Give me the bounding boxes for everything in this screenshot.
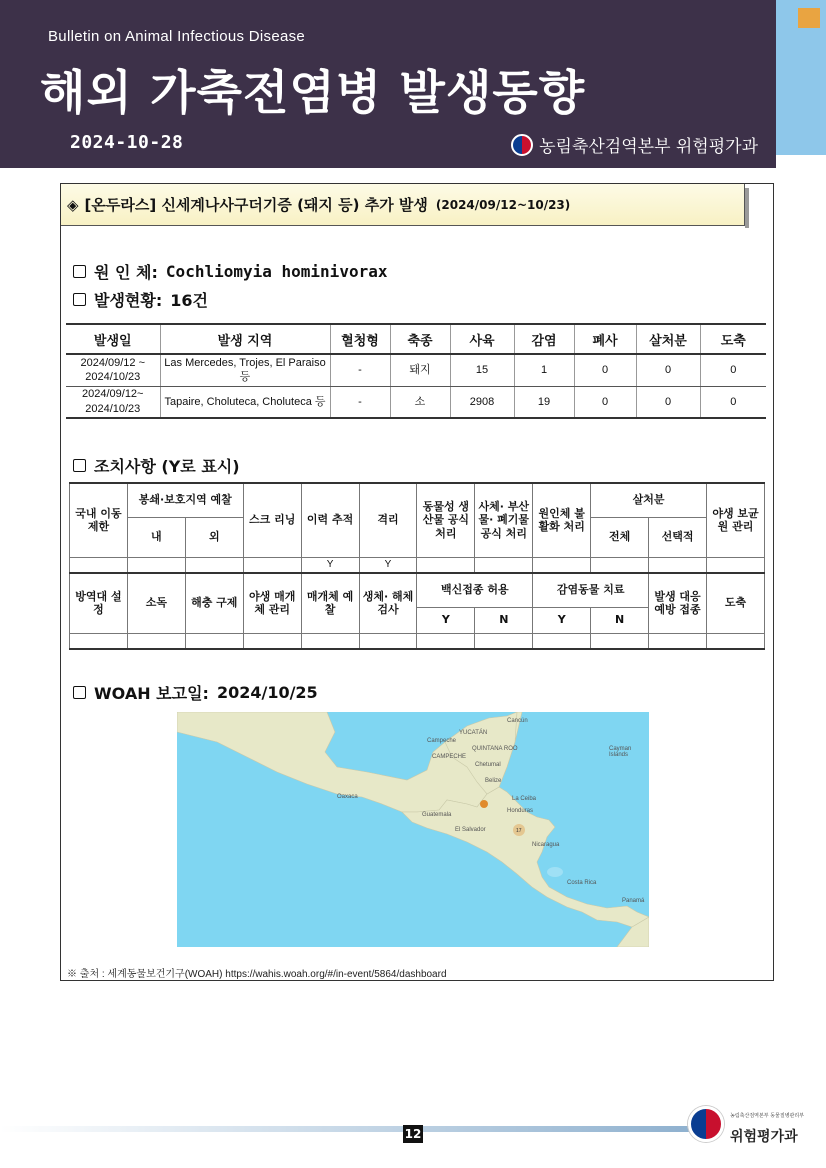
government-logo-icon [511, 134, 533, 156]
measure-header: 봉쇄·보호지역 예찰 [127, 483, 243, 517]
measure-value [649, 633, 707, 649]
map-svg [177, 712, 649, 947]
table-row [66, 354, 766, 386]
section-title: [온두라스] 신세계나사구더기증 (돼지 등) 추가 발생 [84, 196, 428, 214]
measure-value [649, 557, 707, 573]
measure-value [417, 633, 475, 649]
checkbox-square-icon [73, 293, 86, 306]
measure-header: 생체· 해체 검사 [359, 573, 417, 633]
map-label: Cayman Islands [609, 746, 632, 758]
table-header-row [66, 324, 766, 354]
measure-subheader: Y [417, 607, 475, 633]
col-header: 발생일 [66, 324, 160, 354]
measure-header: 사체· 부산물· 폐기물 공식 처리 [475, 483, 533, 557]
map-label: Guatemala [422, 812, 452, 818]
measure-value [475, 557, 533, 573]
table-cell: 15 [450, 354, 514, 386]
woah-label: WOAH 보고일: [94, 684, 209, 703]
measure-subheader: 외 [185, 517, 243, 557]
outbreak-value: 16건 [170, 291, 208, 310]
map-label: Panamá [622, 898, 645, 904]
measure-value [359, 633, 417, 649]
source-note: ※ 출처 : 세계동물보건기구(WOAH) https://wahis.woah.org/#/in-event/5864/dashboard [67, 969, 447, 980]
page-number: 12 [404, 1127, 422, 1141]
table-cell: Las Mercedes, Trojes, El Paraiso 등 [160, 354, 330, 386]
measure-header: 이력 추적 [301, 483, 359, 557]
table-cell: 1 [514, 354, 574, 386]
map-label: QUINTANA ROO [472, 746, 518, 752]
measures-table [69, 482, 765, 650]
table-cell: 소 [390, 386, 450, 418]
table-cell: 0 [700, 386, 766, 418]
table-cell: - [330, 354, 390, 386]
map-label: Chetumal [475, 762, 501, 768]
table-cell: 0 [574, 386, 636, 418]
measure-subheader: Y [533, 607, 591, 633]
footer-line [0, 1126, 690, 1132]
measure-value: Y [359, 557, 417, 573]
measure-value [475, 633, 533, 649]
section-title-bar [61, 184, 745, 226]
accent-square [798, 8, 820, 28]
measure-header: 살처분 [591, 483, 707, 517]
measures-header-row [70, 483, 765, 517]
outbreak-count-line [73, 288, 208, 311]
col-header: 혈청형 [330, 324, 390, 354]
map-label: Nicaragua [532, 842, 560, 848]
measure-value [591, 557, 649, 573]
measure-value [127, 633, 185, 649]
map-cluster-count: 17 [516, 828, 522, 834]
measure-header: 도축 [706, 573, 764, 633]
table-cell: Tapaire, Choluteca, Choluteca 등 [160, 386, 330, 418]
table-cell: 돼지 [390, 354, 450, 386]
table-cell: 19 [514, 386, 574, 418]
header-accent [776, 0, 826, 155]
table-cell: 2908 [450, 386, 514, 418]
checkbox-square-icon [73, 686, 86, 699]
table-cell: 0 [700, 354, 766, 386]
measure-header: 소독 [127, 573, 185, 633]
col-header: 살처분 [636, 324, 700, 354]
map-label: La Ceiba [512, 796, 537, 802]
measure-value [706, 633, 764, 649]
measures-header-row-2 [70, 573, 765, 607]
footer-org: 위험평가과 [730, 1129, 798, 1145]
map-label: Costa Rica [567, 880, 597, 886]
map-label: El Salvador [455, 827, 486, 833]
section-date-range: (2024/09/12~10/23) [435, 197, 571, 212]
measure-value [185, 557, 243, 573]
header-org-label: 농림축산검역본부 위험평가과 [539, 137, 758, 157]
footer-logo-icon [688, 1106, 724, 1142]
measure-value [706, 557, 764, 573]
measure-subheader: 전체 [591, 517, 649, 557]
measures-value-row [70, 557, 765, 573]
woah-date: 2024/10/25 [216, 683, 318, 702]
outbreak-table [66, 323, 766, 419]
pathogen-label: 원 인 체: [94, 263, 158, 282]
measure-header: 감염동물 치료 [533, 573, 649, 607]
measure-subheader: 내 [127, 517, 185, 557]
checkbox-square-icon [73, 265, 86, 278]
map-label: Oaxaca [337, 794, 358, 800]
map-label: Honduras [507, 808, 534, 814]
measure-value [185, 633, 243, 649]
measure-header: 원인체 불활화 처리 [533, 483, 591, 557]
content-frame [60, 183, 774, 981]
measure-value [533, 557, 591, 573]
bulletin-date: 2024-10-28 [70, 132, 184, 153]
table-cell: 0 [636, 354, 700, 386]
map-label: Cancún [507, 718, 528, 724]
measure-value [70, 557, 128, 573]
measure-value [243, 633, 301, 649]
measure-value [301, 633, 359, 649]
map-lake-nicaragua [547, 867, 563, 877]
pathogen-line [73, 260, 387, 283]
measure-header: 야생 보균원 관리 [706, 483, 764, 557]
measure-header: 방역대 설정 [70, 573, 128, 633]
measure-header: 격리 [359, 483, 417, 557]
header-org [511, 132, 758, 157]
col-header: 발생 지역 [160, 324, 330, 354]
measure-header: 스크 리닝 [243, 483, 301, 557]
table-row [66, 386, 766, 418]
measure-header: 국내 이동 제한 [70, 483, 128, 557]
woah-report-line [73, 681, 318, 704]
outbreak-label: 발생현황: [94, 291, 163, 310]
col-header: 사육 [450, 324, 514, 354]
col-header: 폐사 [574, 324, 636, 354]
bulletin-subtitle: Bulletin on Animal Infectious Disease [48, 28, 306, 45]
map-label: Belize [485, 778, 502, 784]
measure-subheader: N [475, 607, 533, 633]
measure-value [70, 633, 128, 649]
measure-subheader: 선택적 [649, 517, 707, 557]
page-title: 해외 가축전염병 발생동향 [40, 66, 586, 121]
measure-header: 백신접종 허용 [417, 573, 533, 607]
table-cell: 0 [574, 354, 636, 386]
map-label: CAMPECHE [432, 754, 467, 760]
measure-header: 발생 대응 예방 접종 [649, 573, 707, 633]
checkbox-square-icon [73, 459, 86, 472]
outbreak-map [177, 712, 649, 947]
col-header: 감염 [514, 324, 574, 354]
map-label: YUCATÁN [459, 730, 488, 736]
measure-header: 해충 구제 [185, 573, 243, 633]
table-cell: - [330, 386, 390, 418]
outbreak-marker [480, 800, 488, 808]
measure-value [243, 557, 301, 573]
table-cell: 2024/09/12 ~ 2024/10/23 [66, 354, 160, 386]
measure-value: Y [301, 557, 359, 573]
section-marker: ◈ [67, 195, 79, 214]
measure-header: 매개체 예찰 [301, 573, 359, 633]
measures-line [73, 454, 240, 477]
measure-value [127, 557, 185, 573]
measure-value [533, 633, 591, 649]
measure-value [417, 557, 475, 573]
footer-org-small: 농림축산검역본부 동물질병관리부 [730, 1113, 805, 1119]
col-header: 축종 [390, 324, 450, 354]
page-header [0, 0, 776, 168]
table-cell: 0 [636, 386, 700, 418]
col-header: 도축 [700, 324, 766, 354]
measure-subheader: N [591, 607, 649, 633]
pathogen-value: Cochliomyia hominivorax [165, 262, 388, 281]
measure-header: 동물성 생산물 공식 처리 [417, 483, 475, 557]
map-label: Campeche [427, 738, 457, 744]
measures-label: 조치사항 (Y로 표시) [94, 457, 240, 476]
table-cell: 2024/09/12~ 2024/10/23 [66, 386, 160, 418]
measures-value-row-2 [70, 633, 765, 649]
measure-header: 야생 매개체 관리 [243, 573, 301, 633]
section-bar-shadow [745, 188, 749, 228]
measure-value [591, 633, 649, 649]
